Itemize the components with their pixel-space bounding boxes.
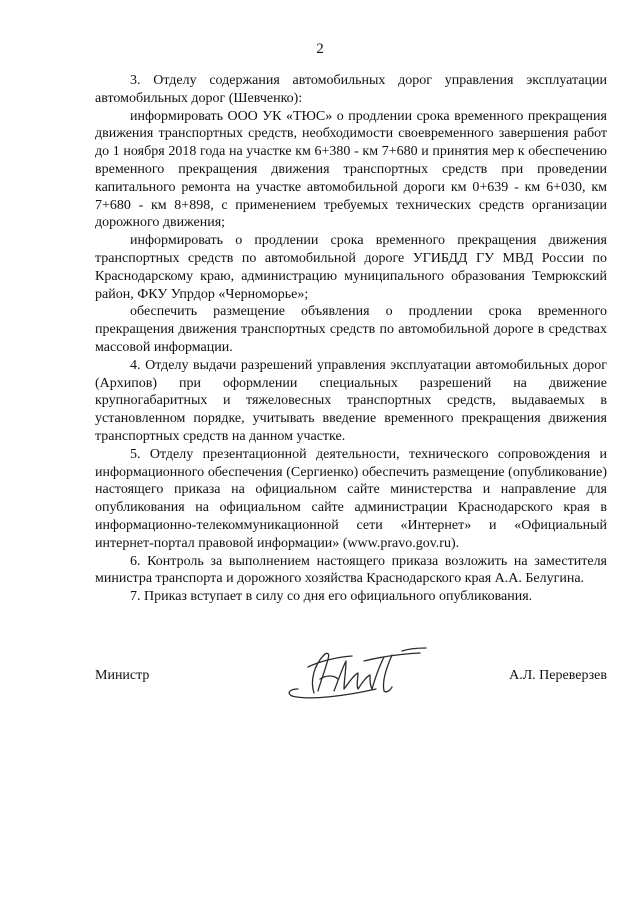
paragraph-3-item-2: информировать о продлении срока временного прекращения движения транспортных средств по автомобильной дороге УГИБДД ГУ МВД России по Краснодарскому краю, администрацию муниципального образования Темрюкский район, ФКУ Упрдор «Черноморье»;: [95, 233, 607, 302]
paragraph-3-item-3: обеспечить размещение объявления о продлении срока временного прекращения движения транспортных средств по автомобильной дороге в средствах массовой информации.: [95, 304, 607, 355]
signatory-name: А.Л. Переверзев: [509, 668, 607, 683]
paragraph-5: 5. Отделу презентационной деятельности, технического сопровождения и информационного обеспечения (Сергиенко) обеспечить размещение (опубликование) настоящего приказа на официальном сайте министерства и направление для опубликования на официальном сайте администрации Краснодарского края в информационно-телекоммуникационной сети «Интернет» и «Официальный интернет-портал правовой информации» (www.pravo.gov.ru).: [95, 446, 607, 551]
paragraph-7: 7. Приказ вступает в силу со дня его официального опубликования.: [130, 589, 533, 605]
paragraph-3-heading: 3. Отделу содержания автомобильных дорог управления эксплуатации автомобильных дорог (Шевченко):: [95, 73, 607, 106]
signature-block: [95, 645, 607, 705]
paragraph-6: 6. Контроль за выполнением настоящего приказа возложить на заместителя министра транспорта и дорожного хозяйства Краснодарского края А.А. Белугина.: [95, 553, 607, 587]
page-number: 2: [316, 41, 324, 57]
signatory-title: Министр: [95, 668, 150, 683]
document-body: [95, 72, 607, 606]
handwritten-signature: [280, 645, 440, 703]
paragraph-4: 4. Отделу выдачи разрешений управления эксплуатации автомобильных дорог (Архипов) при оформлении специальных разрешений на движение крупногабаритных и тяжеловесных транспортных средств, выдаваемых в установленном порядке, учитывать введение временного прекращения движения транспортных средств на данном участке.: [95, 357, 607, 444]
paragraph-3-item-1: информировать ООО УК «ТЮС» о продлении срока временного прекращения движения транспортных средств, необходимости своевременного завершения работ до 1 ноября 2018 года на участке км 6+380 - км 7+680 и принятия мер к обеспечению временного прекращения движения транспортных средств при проведении капитального ремонта на участке автомобильной дороги км 0+639 - км 6+030, км 7+680 - км 8+898, с применением требуемых технических средств организации дорожного движения;: [95, 108, 607, 231]
